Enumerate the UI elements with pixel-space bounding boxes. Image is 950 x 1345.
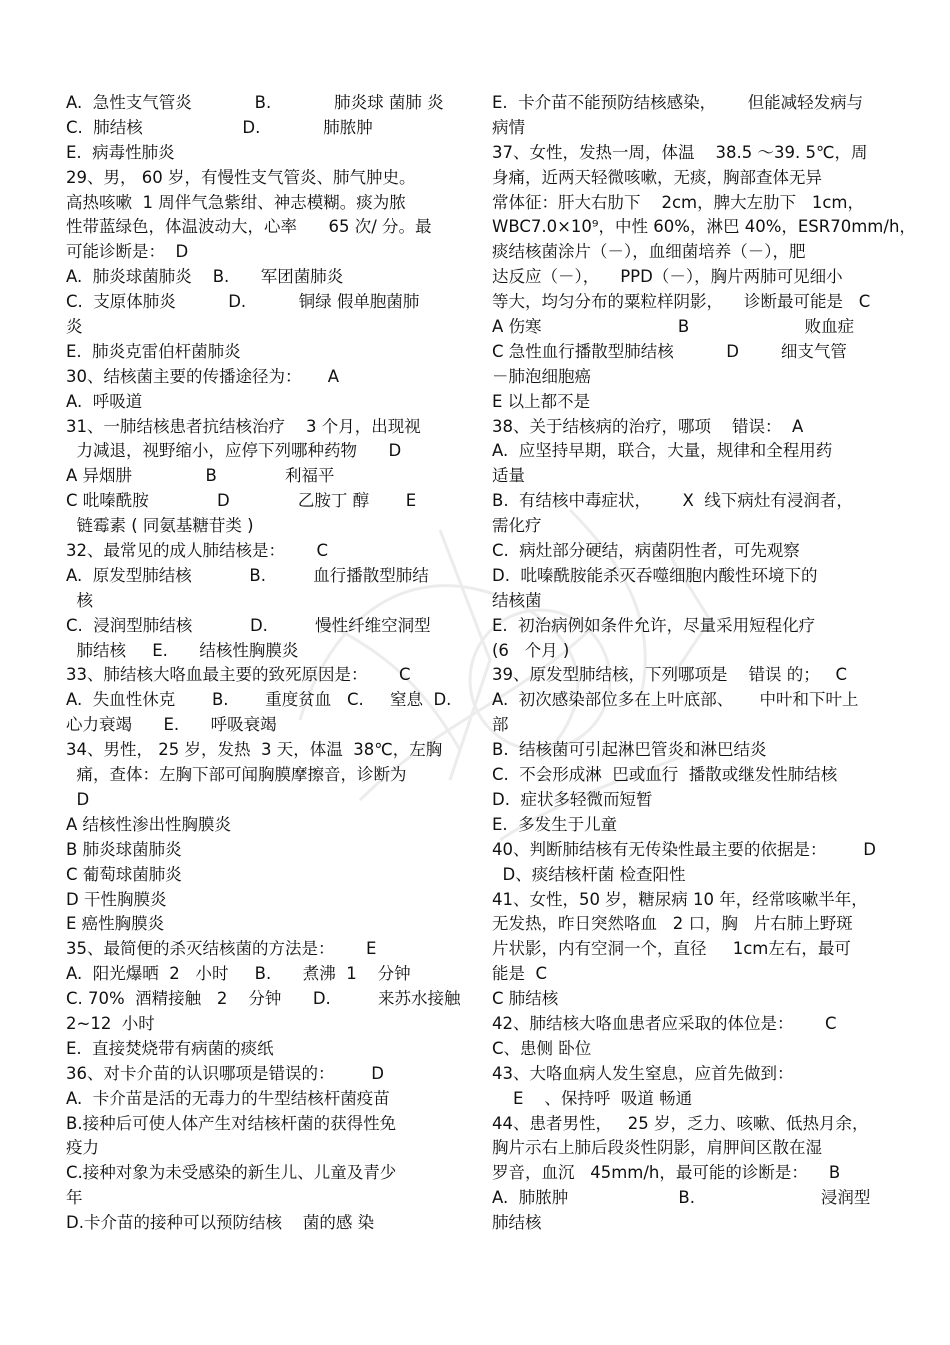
left-column-line: B 肺炎球菌肺炎 (66, 839, 182, 859)
left-column-line: 36、对卡介苗的认识哪项是错误的： D (66, 1063, 384, 1083)
left-column-line: 32、最常见的成人肺结核是： C (66, 541, 328, 561)
left-column-line: 年 (66, 1188, 83, 1208)
right-column-line: 罗音，血沉 45mm/h，最可能的诊断是： B (492, 1163, 841, 1183)
right-column-line: E. 初治病例如条件允许，尽量采用短程化疗 (492, 615, 816, 635)
left-column-line: E. 直接焚烧带有病菌的痰纸 (66, 1038, 274, 1058)
right-column-line: E 以上都不是 (492, 391, 591, 411)
left-column-line: 疫力 (66, 1138, 99, 1158)
right-column-line: A. 初次感染部位多在上叶底部、 中叶和下叶上 (492, 690, 859, 710)
right-column-line: 需化疗 (492, 516, 542, 536)
right-column-line: D. 吡嗪酰胺能杀灭吞噬细胞内酸性环境下的 (492, 565, 818, 585)
left-column-line: E. 病毒性肺炎 (66, 142, 175, 162)
right-column-line: 病情 (492, 117, 525, 137)
right-column-line: 40、判断肺结核有无传染性最主要的依据是： D (492, 839, 876, 859)
left-column-line: A. 原发型肺结核 B. 血行播散型肺结 (66, 565, 429, 585)
right-column-line: E. 卡介苗不能预防结核感染， 但能减轻发病与 (492, 93, 864, 112)
left-column-line: 2~12 小时 (66, 1013, 155, 1033)
right-column-line: 43、大咯血病人发生窒息，应首先做到： (492, 1063, 794, 1083)
right-column-line: C、患侧 卧位 (492, 1038, 592, 1058)
left-column-line: A. 急性支气管炎 B. 肺炎球 菌肺 炎 (66, 93, 444, 112)
left-column-line: D (66, 789, 90, 809)
left-column-line: A 结核性渗出性胸膜炎 (66, 814, 232, 834)
right-column-line: 能是 C (492, 964, 548, 984)
right-column-line: C 急性血行播散型肺结核 D 细支气管 (492, 341, 847, 361)
left-column-line: 核 (66, 590, 93, 610)
left-column (66, 91, 461, 1236)
right-column-line: 常体征：肝大右肋下 2cm，脾大左肋下 1cm， (492, 192, 864, 212)
right-column-line: 部 (492, 715, 509, 735)
right-column-line: C. 不会形成淋 巴或血行 播散或继发性肺结核 (492, 765, 838, 785)
left-column-line: A. 呼吸道 (66, 391, 143, 411)
left-column-line: A. 肺炎球菌肺炎 B. 军团菌肺炎 (66, 267, 344, 287)
left-column-line: C. 支原体肺炎 D. 铜绿 假单胞菌肺 (66, 292, 420, 312)
right-column-line: 痰结核菌涂片（－），血细菌培养（－），肥 (492, 242, 806, 262)
left-column-line: C. 70% 酒精接触 2 分钟 D. 来苏水接触 (66, 989, 461, 1009)
right-column-line: D. 症状多轻微而短暂 (492, 789, 653, 809)
left-column-line: D 干性胸膜炎 (66, 889, 167, 909)
right-column-line: 适量 (492, 466, 525, 486)
right-column-line: D、痰结核杆菌 检查阳性 (492, 864, 686, 884)
right-column-line: 37、女性，发热一周，体温 38.5 ～39. 5℃，周 (492, 142, 868, 162)
left-column-line: 29、男， 60 岁，有慢性支气管炎、肺气肿史。 (66, 167, 416, 187)
right-column-line: 44、患者男性， 25 岁，乏力、咳嗽、低热月余， (492, 1113, 869, 1133)
right-column-line: E 、保持呼 吸道 畅通 (492, 1088, 693, 1108)
left-column-line: C.接种对象为未受感染的新生儿、儿童及青少 (66, 1163, 397, 1183)
left-column-line: 34、男性， 25 岁，发热 3 天，体温 38℃，左胸 (66, 740, 443, 760)
left-column-line: 炎 (66, 317, 83, 337)
left-column-line: B.接种后可使人体产生对结核杆菌的获得性免 (66, 1113, 397, 1133)
right-column-line: 39、原发型肺结核，下列哪项是 错误 的； C (492, 665, 847, 685)
left-column-line: C. 肺结核 D. 肺脓肿 (66, 117, 373, 137)
left-column-line: 心力衰竭 E. 呼吸衰竭 (66, 715, 277, 735)
right-column-line: －肺泡细胞癌 (492, 366, 591, 386)
right-column-line: E. 多发生于儿童 (492, 814, 618, 834)
right-column-line: 身痛，近两天轻微咳嗽，无痰，胸部查体无异 (492, 167, 822, 187)
left-column-line: 30、结核菌主要的传播途径为： A (66, 366, 340, 386)
left-column-line: C. 浸润型肺结核 D. 慢性纤维空洞型 (66, 615, 431, 635)
left-column-line: A 异烟肼 B 利福平 (66, 466, 335, 486)
left-column-line: 力减退，视野缩小，应停下列哪种药物 D (66, 441, 402, 461)
right-column-line: 片状影，内有空洞一个，直径 1cm左右，最可 (492, 939, 851, 959)
right-column-line: A. 肺脓肿 B. 浸润型 (492, 1188, 871, 1208)
left-column-line: A. 阳光爆晒 2 小时 B. 煮沸 1 分钟 (66, 964, 411, 984)
right-column-line: B. 有结核中毒症状， X 线下病灶有浸润者， (492, 491, 853, 511)
left-column-line: E. 肺炎克雷伯杆菌肺炎 (66, 341, 241, 361)
left-column-line: A. 失血性休克 B. 重度贫血 C. 窒息 D. (66, 690, 452, 710)
left-column-line: 高热咳嗽 1 周伴气急紫绀、神志模糊。痰为脓 (66, 192, 406, 212)
right-column-line: C 肺结核 (492, 989, 559, 1009)
left-column-line: D.卡介苗的接种可以预防结核 菌的感 染 (66, 1213, 375, 1233)
left-column-line: 可能诊断是： D (66, 242, 189, 262)
left-column-line: 链霉素 ( 同氨基糖苷类 ) (66, 516, 254, 536)
right-column-line: 38、关于结核病的治疗，哪项 错误： A (492, 416, 804, 436)
right-column (492, 91, 916, 1236)
right-column-line: 42、肺结核大咯血患者应采取的体位是： C (492, 1013, 837, 1033)
left-column-line: E 癌性胸膜炎 (66, 914, 165, 934)
right-column-line: 等大，均匀分布的粟粒样阴影， 诊断最可能是 C (492, 292, 871, 312)
right-column-line: A 伤寒 B 败血症 (492, 317, 855, 337)
right-column-line: 无发热，昨日突然咯血 2 口，胸 片右肺上野斑 (492, 914, 853, 934)
right-column-line: 达反应（－）， PPD（－），胸片两肺可见细小 (492, 267, 843, 287)
right-column-line: 41、女性，50 岁，糖尿病 10 年，经常咳嗽半年， (492, 889, 868, 909)
left-column-line: 33、肺结核大咯血最主要的致死原因是： C (66, 665, 411, 685)
left-column-line: 肺结核 E. 结核性胸膜炎 (66, 640, 299, 660)
right-column-line: 肺结核 (492, 1213, 542, 1233)
right-column-line: WBC7.0×10⁹，中性 60%，淋巴 40%，ESR70mm/h， (492, 217, 916, 237)
right-column-line: B. 结核菌可引起淋巴管炎和淋巴结炎 (492, 740, 767, 760)
right-column-line: 结核菌 (492, 590, 542, 610)
left-column-line: C 吡嗪酰胺 D 乙胺丁 醇 E (66, 491, 417, 511)
left-column-line: 35、最简便的杀灭结核菌的方法是： E (66, 939, 377, 959)
left-column-line: A. 卡介苗是活的无毒力的牛型结核杆菌疫苗 (66, 1088, 390, 1108)
right-column-line: A. 应坚持早期，联合，大量，规律和全程用药 (492, 441, 833, 461)
right-column-line: 胸片示右上肺后段炎性阴影，肩胛间区散在湿 (492, 1138, 822, 1158)
right-column-line: C. 病灶部分硬结，病菌阴性者，可先观察 (492, 541, 800, 561)
right-column-line: (6 个月 ) (492, 640, 570, 660)
left-column-line: 性带蓝绿色，体温波动大，心率 65 次/ 分。最 (66, 217, 432, 237)
left-column-line: C 葡萄球菌肺炎 (66, 864, 182, 884)
left-column-line: 31、一肺结核患者抗结核治疗 3 个月，出现视 (66, 416, 421, 436)
left-column-line: 痛，查体：左胸下部可闻胸膜摩擦音，诊断为 (66, 765, 407, 785)
